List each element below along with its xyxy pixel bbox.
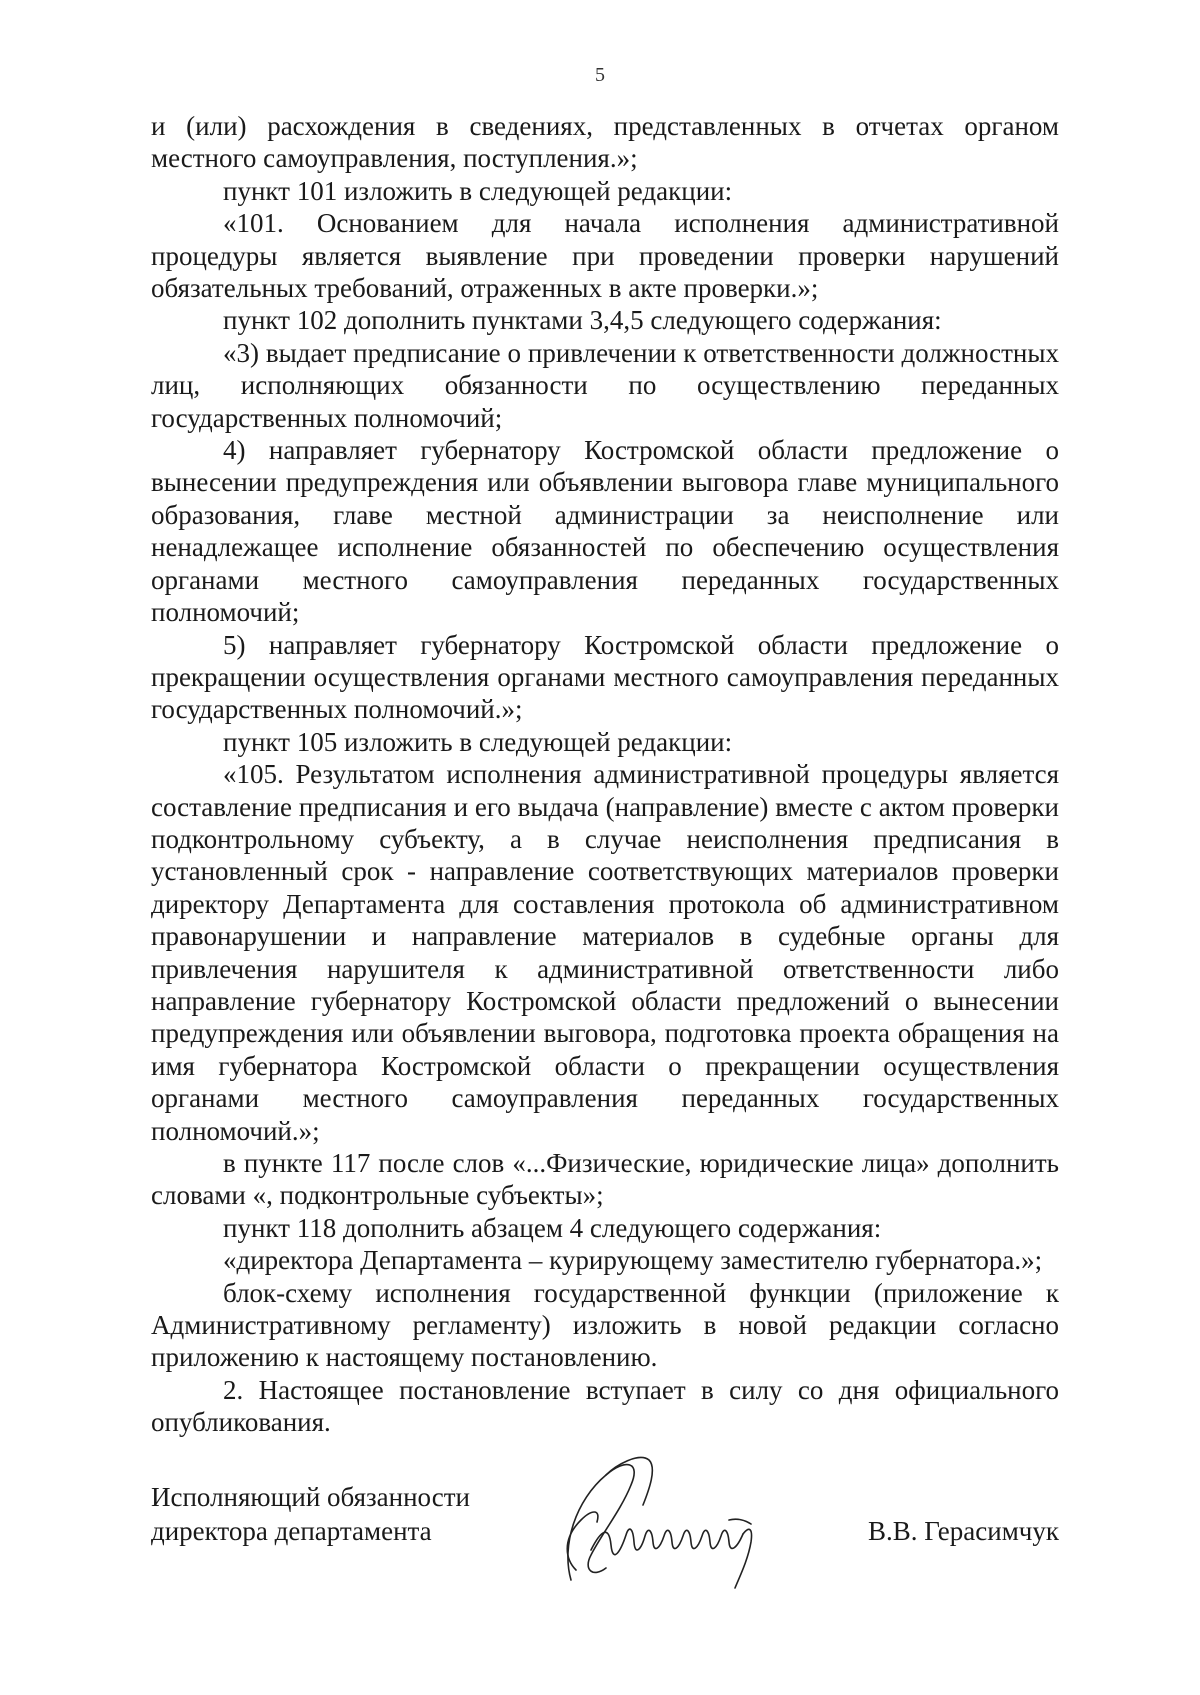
paragraph: блок-схему исполнения государственной функции (приложение к Административному регламенту) изложить в новой редакции согласно приложению к настоящему постановлению. [151,1277,1059,1373]
paragraph: пункт 102 дополнить пунктами 3,4,5 следующего содержания: [223,305,942,336]
document-body [151,110,1059,1439]
signer-name: В.В. Герасимчук [867,1516,1059,1546]
signer-position-line2: директора департамента [151,1516,432,1546]
paragraph: в пункте 117 после слов «...Физические, юридические лица» дополнить словами «, подконтрольные субъекты»; [151,1148,1059,1211]
paragraph: «105. Результатом исполнения административной процедуры является составление предписания и его выдача (направление) вместе с актом проверки подконтрольному субъекту, а в случае неисполнения предписания в установленный срок - направление соответствующих материалов проверки директору Департамента для составления протокола об административном правонарушении и направление материалов в судебные органы для привлечения нарушителя к административной ответственности либо направление губернатору Костромской области предложений о вынесении предупреждения или объявлении выговора, подготовка проекта обращения на имя губернатора Костромской области о прекращении осуществления органами местного самоуправления переданных государственных полномочий.»; [151,759,1059,1146]
paragraph: 2. Настоящее постановление вступает в силу со дня официального опубликования. [151,1374,1059,1438]
paragraph: пункт 118 дополнить абзацем 4 следующего содержания: [223,1212,882,1243]
handwritten-signature [531,1450,791,1590]
paragraph: пункт 105 изложить в следующей редакции: [223,726,733,757]
paragraph: «3) выдает предписание о привлечении к ответственности должностных лиц, исполняющих обязанности по осуществлению переданных государственных полномочий; [151,337,1059,433]
signature-block [151,1480,1059,1600]
paragraph: «директора Департамента – курирующему заместителю губернатора.»; [223,1245,1043,1276]
signer-position [151,1480,551,1548]
paragraph: «101. Основанием для начала исполнения административной процедуры является выявление при проведении проверки нарушений обязательных требований, отраженных в акте проверки.»; [151,208,1059,304]
paragraph: 4) направляет губернатору Костромской области предложение о вынесении предупреждения или объявлении выговора главе муниципального образования, главе местной администрации за неисполнение или ненадлежащее исполнение обязанностей по обеспечению осуществления органами местного самоуправления переданных государственных полномочий; [151,435,1059,628]
page-number: 5 [595,64,605,86]
signer-position-line1: Исполняющий обязанности [151,1482,470,1512]
paragraph: 5) направляет губернатору Костромской области предложение о прекращении осуществления органами местного самоуправления переданных государственных полномочий.»; [151,629,1059,725]
paragraph: пункт 101 изложить в следующей редакции: [223,175,733,206]
paragraph: и (или) расхождения в сведениях, представленных в отчетах органом местного самоуправления, поступления.»; [151,111,1059,174]
